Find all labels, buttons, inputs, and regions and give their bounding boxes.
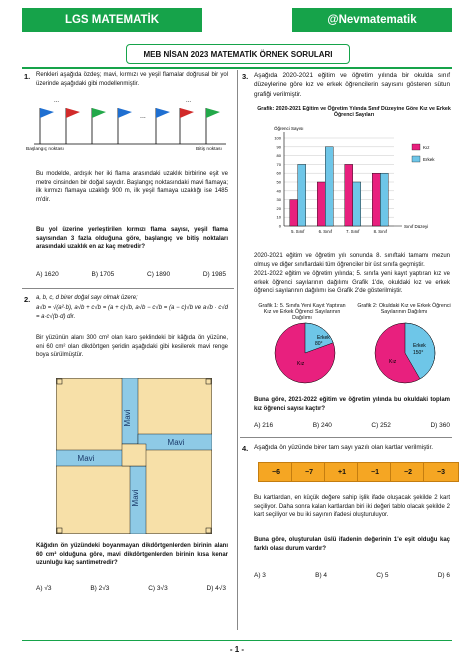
q2-option-a[interactable]: A) √3 [36,585,52,592]
q1-intro: Renkleri aşağıda özdeş; mavi, kırmızı ve yeşil flamalar doğrusal bir yol üzerinde aşağıdaki gibi modellenmiştir. [36,72,228,87]
y-tick-label: 40 [276,188,281,194]
pie1-title: Grafik 1: 5. Sınıfa Yeni Kayıt Yaptıran Kız ve Erkek Öğrenci Sayılarının Dağılımı [258,303,346,321]
q2-intro: a, b, c, d birer doğal sayı olmak üzere; [36,295,138,301]
q2-option-d[interactable]: D) 4√3 [206,585,226,592]
pie2-angle: 150° [413,350,424,356]
header-right-title: @Nevmatematik [292,8,452,32]
bar-Kız-6 [317,182,325,226]
start-flag-blue [40,108,54,144]
end-point-label: Bitiş noktası [196,147,222,152]
column-divider [237,70,238,630]
pie2-label-kiz: Kız [389,359,397,365]
flag-red-1 [66,108,80,144]
q3-separator [240,437,452,438]
q2-body-1: Bir yüzünün alanı 300 cm² olan karo şeklindeki bir kâğıda ön yüzüne, eni 60 cm² olan dikdörtgen şeridin aşağıdaki gibi kesilerek mavi renge boya sürülmüştür. [36,335,228,359]
y-tick-label: 0 [278,223,281,229]
q2-options [36,585,226,592]
flag-green-1 [92,108,106,144]
pie2-label-erkek: Erkek [413,343,426,349]
q3-number: 3. [242,72,249,81]
q2-number: 2. [24,295,31,304]
card-3: +1 [324,462,360,482]
y-tick-label: 80 [276,153,281,159]
header-left-title: LGS MATEMATİK [22,8,202,32]
x-tick-label: 5. Sınıf [291,229,305,234]
y-tick-label: 90 [276,144,281,150]
bar-chart [254,126,454,244]
y-tick-label: 70 [276,161,281,167]
legend-label-Erkek: Erkek [423,157,435,162]
q1-body-1: Bu modelde, ardışık her iki flama arasındaki uzaklık birbirine eşit ve metre cinsinden bir doğal sayıdır. Başlangıç noktasındaki mavi flamaya; ilk kırmızı flamaya uzaklığı 900 m, ilk yeşil flamaya uzaklığı ise 1485 m'dir. [36,171,228,204]
q2-option-b[interactable]: B) 2√3 [90,585,110,592]
legend-swatch-Erkek [412,156,420,162]
strip-label-left: Mavi [77,454,95,463]
card-6: −3 [423,462,459,482]
y-tick-label: 100 [274,135,281,141]
end-flag-green [206,108,220,144]
q1-separator [22,288,234,289]
pie-chart-2 [370,318,440,388]
q3-options [254,422,450,429]
q4-number: 4. [242,444,249,453]
bar-Kız-7 [345,164,353,226]
q3-option-b[interactable]: B) 240 [312,422,332,429]
y-tick-label: 60 [276,170,281,176]
q3-option-c[interactable]: C) 252 [371,422,391,429]
svg-text:...: ... [140,113,146,120]
x-tick-label: 7. Sınıf [346,229,360,234]
pie1-label-kiz: Kız [297,361,305,367]
q3-option-a[interactable]: A) 216 [254,422,274,429]
q4-body-1: Bu kartlardan, en küçük değere sahip işlik ifade oluşacak şekilde 2 kart seçiliyor. Daha sonra kalan kartlardan biri iki değeri tablo olacak şekilde 2 kart seçiliyor ve bu iki sayının ifadesi oluşturuluyor. [254,495,450,519]
q2-body-2: Kâğıdın ön yüzündeki boyanmayan dikdörtgenlerden birinin alanı 60 cm² olduğuna göre, mavi dikdörtgenlerden birinin kısa kenar uzunluğu kaç santimetredir? [36,543,228,567]
y-axis-label: Öğrenci Sayısı [274,126,304,131]
q4-question: Buna göre, oluşturulan üslü ifadenin değerinin 1'e eşit olduğu kaç farklı olası durum vardır? [254,537,450,552]
pie-chart-1 [270,318,340,388]
y-tick-label: 30 [276,197,281,203]
q3-body-2: 2021-2022 eğitim ve öğretim yılında; 5. sınıfa yeni kayıt yaptıran kız ve erkek öğrenci sayılarının dağılımı Grafik 1'de, okuldaki kız ve erkek öğrenci sayılarının dağılımı ise Grafik 2'de gösterilmiştir. [254,271,450,295]
q2-formula: a√b = √(a²·b), a√b + c√b = (a + c)√b, a√b − c√b = (a − c)√b ve a√b · c√d = a·c√(b·d) dir. [36,305,228,320]
flag-blue-2 [118,108,132,144]
start-point-label: Başlangıç noktası [26,147,64,152]
q4-option-c[interactable]: C) 5 [376,572,389,579]
q1-option-d[interactable]: D) 1985 [202,271,226,278]
card-1: −6 [258,462,294,482]
q1-body-2: Bu yol üzerine yerleştirilen kırmızı flama sayısı, yeşil flama sayısından 3 fazla olduğuna göre, başlangıç ve bitiş noktaları arasındaki uzaklık en az kaç metredir? [36,227,228,251]
legend-swatch-Kız [412,144,420,150]
q3-option-d[interactable]: D) 360 [430,422,450,429]
q4-options [254,572,450,579]
x-tick-label: 6. Sınıf [318,229,332,234]
y-tick-label: 20 [276,205,281,211]
exam-subtitle: MEB NİSAN 2023 MATEMATİK ÖRNEK SORULARI [126,44,350,64]
q1-options [36,271,226,278]
x-axis-label: Sınıf Düzeyi [404,224,429,229]
legend-label-Kız: Kız [423,145,430,150]
q3-question: Buna göre, 2021-2022 eğitim ve öğretim yılında bu okuldaki toplam kız öğrenci sayısı kaçtır? [254,397,450,412]
q4-option-d[interactable]: D) 6 [437,572,450,579]
header-rule [22,67,452,69]
svg-text:...: ... [54,98,60,104]
flag-red-2 [180,108,194,144]
q1-number: 1. [24,72,31,81]
q1-option-c[interactable]: C) 1890 [147,271,171,278]
bar-Erkek-6 [325,147,333,226]
bar-Kız-5 [290,200,298,226]
svg-text:...: ... [186,98,192,104]
strip-label-top: Mavi [123,409,132,427]
q4-intro: Aşağıda ön yüzünde birer tam sayı yazılı olan kartlar verilmiştir. [254,444,434,451]
y-tick-label: 10 [276,214,281,220]
pie1-angle: 80° [315,341,323,347]
flag-blue-3 [156,108,170,144]
q4-option-b[interactable]: B) 4 [315,572,328,579]
x-tick-label: 8. Sınıf [373,229,387,234]
pie2-title: Grafik 2: Okuldaki Kız ve Erkek Öğrenci Sayılarının Dağılımı [357,303,451,315]
card-5: −2 [390,462,426,482]
strip-label-bottom: Mavi [131,489,140,507]
page-number: - 1 - [22,640,452,654]
q3-body-1: 2020-2021 eğitim ve öğretim yılı sonunda 8. sınıftaki tamamı mezun olmuş ve diğer sınıflardaki tüm öğrenciler bir üst sınıfa geçmiştir. [254,253,450,268]
q4-option-a[interactable]: A) 3 [254,572,266,579]
bar-Erkek-8 [380,173,388,226]
card-2: −7 [291,462,327,482]
bar-Kız-8 [372,173,380,226]
q1-option-b[interactable]: B) 1705 [91,271,115,278]
q1-option-a[interactable]: A) 1620 [36,271,59,278]
pie1-label-erkek: Erkek [317,335,330,341]
bar-chart-title: Grafik: 2020-2021 Eğitim ve Öğretim Yılında Sınıf Düzeyine Göre Kız ve Erkek Öğrenci Sayıları [257,106,451,118]
bar-Erkek-5 [298,164,306,226]
strip-label-right: Mavi [167,438,185,447]
bar-Erkek-7 [353,182,361,226]
square-paper-diagram [56,378,212,534]
y-tick-label: 50 [276,179,281,185]
q2-option-c[interactable]: C) 3√3 [148,585,168,592]
card-4: −1 [357,462,393,482]
q3-intro: Aşağıda 2020-2021 eğitim ve öğretim yılında bir okulda sınıf düzeylerine göre kız ve erkek öğrencilerin sayısını gösteren sütun grafiği verilmiştir. [254,72,450,98]
